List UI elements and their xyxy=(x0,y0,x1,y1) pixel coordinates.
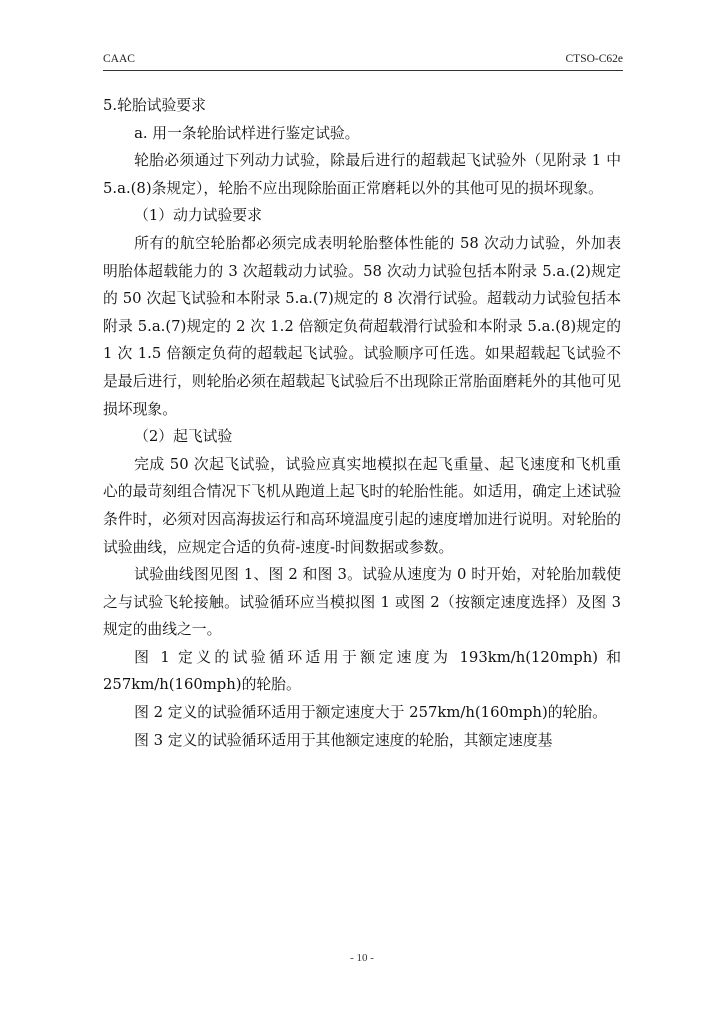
paragraph-8: 图 3 定义的试验循环适用于其他额定速度的轮胎，其额定速度基 xyxy=(134,731,553,749)
page-header xyxy=(103,53,623,71)
subheading-takeoff-test: （2）起飞试验 xyxy=(134,428,233,446)
document-body xyxy=(103,92,621,754)
paragraph-4: 完成 50 次起飞试验，试验应真实地模拟在起飞重量、起飞速度和飞机重心的最苛刻组合情况下飞机从跑道上起飞时的轮胎性能。如适用，确定上述试验条件时，必须对因高海拔运行和高环境温度引起的速度增加进行说明。对轮胎的试验曲线，应规定合适的负荷-速度-时间数据或参数。 xyxy=(103,455,621,556)
paragraph-3: 所有的航空轮胎都必须完成表明轮胎整体性能的 58 次动力试验，外加表明胎体超载能力的 3 次超载动力试验。58 次动力试验包括本附录 5.a.(2)规定的 50 次起飞试验和本附录 5.a.(7)规定的 8 次滑行试验。超载动力试验包括本附录 5.a.(7)规定的 2 次 1.2 倍额定负荷超载滑行试验和本附录 5.a.(8)规定的 1 次 1.5 倍额定负荷的超载起飞试验。试验顺序可任选。如果超载起飞试验不是最后进行，则轮胎必须在超载起飞试验后不出现除正常胎面磨耗外的其他可见损坏现象。 xyxy=(103,234,621,418)
paragraph-1: a. 用一条轮胎试样进行鉴定试验。 xyxy=(134,124,360,142)
paragraph-2: 轮胎必须通过下列动力试验，除最后进行的超载起飞试验外（见附录 1 中 5.a.(8)条规定），轮胎不应出现除胎面正常磨耗以外的其他可见的损坏现象。 xyxy=(103,152,621,197)
paragraph-7: 图 2 定义的试验循环适用于额定速度大于 257km/h(160mph)的轮胎。 xyxy=(134,704,607,722)
paragraph-6: 图 1 定义的试验循环适用于额定速度为 193km/h(120mph) 和 257km/h(160mph)的轮胎。 xyxy=(103,648,621,694)
header-divider xyxy=(103,70,623,71)
header-right-text: CTSO-C62e xyxy=(565,53,623,65)
paragraph-5: 试验曲线图见图 1、图 2 和图 3。试验从速度为 0 时开始，对轮胎加载使之与试验飞轮接触。试验循环应当模拟图 1 或图 2（按额定速度选择）及图 3 规定的曲线之一。 xyxy=(103,566,621,639)
section-title: 5.轮胎试验要求 xyxy=(103,97,206,114)
header-left-text: CAAC xyxy=(103,53,135,65)
page-number: - 10 - xyxy=(350,952,374,964)
subheading-dynamic-test: （1）动力试验要求 xyxy=(134,207,262,225)
